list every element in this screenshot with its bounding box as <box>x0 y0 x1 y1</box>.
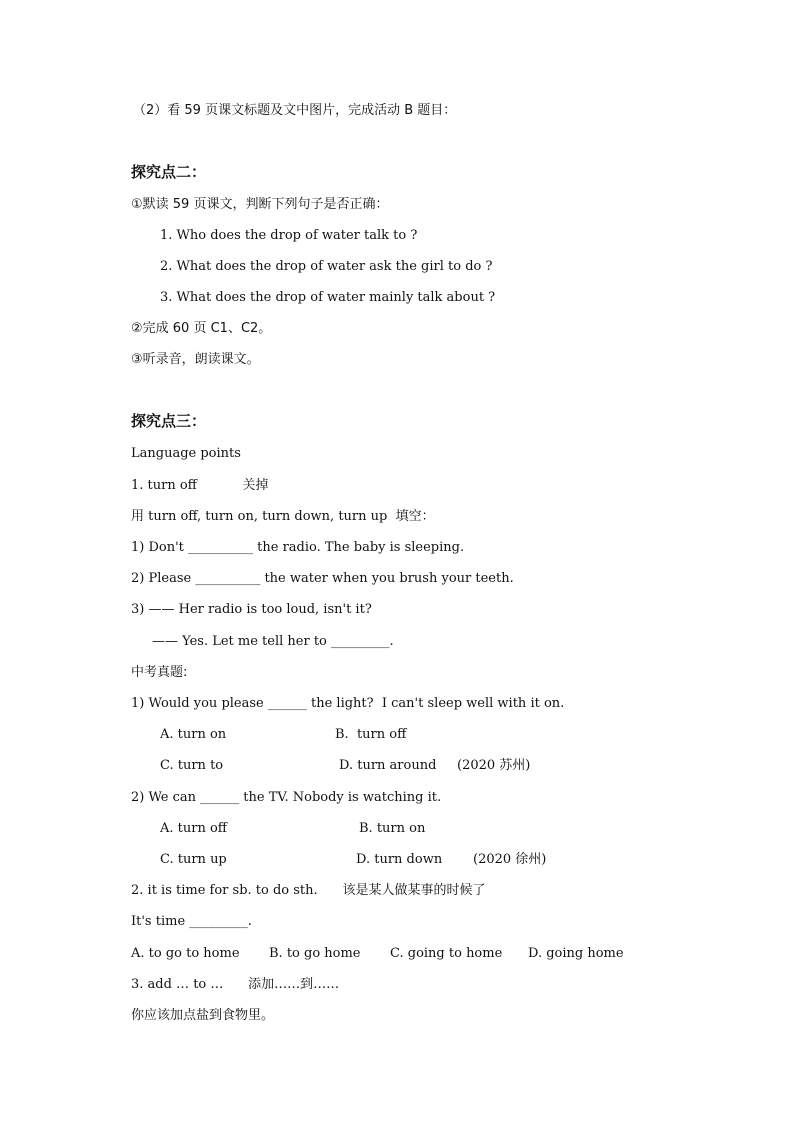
exam-question-1: 1) Would you please ______ the light? I can't sleep well with it on. <box>131 696 565 711</box>
its-time-option-b: B. to go home <box>269 946 361 961</box>
q1-option-b: B. turn off <box>335 727 407 742</box>
q2-option-b: B. turn on <box>359 821 426 836</box>
exam-questions-label: 中考真题: <box>131 665 188 680</box>
question-2: 2. What does the drop of water ask the girl to do ? <box>160 259 493 274</box>
q2-option-c: C. turn up <box>160 852 227 867</box>
question-3: 3. What does the drop of water mainly talk about ? <box>160 290 496 305</box>
q1-source: (2020 苏州) <box>457 758 531 773</box>
task-3-instruction: ③听录音，朗读课文。 <box>131 352 260 367</box>
point-2-it-is-time: 2. it is time for sb. to do sth. 该是某人做某事的时候了 <box>131 883 486 898</box>
fill-in-item-3-question: 3) —— Her radio is too loud, isn't it? <box>131 602 372 617</box>
question-1: 1. Who does the drop of water talk to ? <box>160 228 418 243</box>
q1-option-d: D. turn around <box>339 758 437 773</box>
its-time-question: It's time _________. <box>131 914 252 929</box>
task-1-instruction: ①默读 59 页课文，判断下列句子是否正确： <box>131 197 389 212</box>
fill-in-item-1: 1) Don't __________ the radio. The baby is sleeping. <box>131 540 465 555</box>
its-time-option-d: D. going home <box>528 946 624 961</box>
section-heading-explore-3: 探究点三： <box>131 412 207 430</box>
its-time-option-a: A. to go to home <box>131 946 240 961</box>
fill-in-item-3-answer: —— Yes. Let me tell her to _________. <box>152 634 394 649</box>
q2-option-a: A. turn off <box>160 821 228 836</box>
q1-option-c: C. turn to <box>160 758 224 773</box>
fill-in-item-2: 2) Please __________ the water when you brush your teeth. <box>131 571 514 586</box>
q2-option-d: D. turn down <box>356 852 443 867</box>
task-2-instruction: ②完成 60 页 C1、C2。 <box>131 321 272 336</box>
language-points-label: Language points <box>131 446 241 461</box>
q1-option-a: A. turn on <box>160 727 227 742</box>
its-time-option-c: C. going to home <box>390 946 503 961</box>
q2-source: (2020 徐州) <box>473 852 547 867</box>
section-heading-explore-2: 探究点二： <box>131 163 207 181</box>
exam-question-2: 2) We can ______ the TV. Nobody is watching it. <box>131 790 442 805</box>
point-3-add-to: 3. add … to … 添加……到…… <box>131 977 340 992</box>
translation-prompt: 你应该加点盐到食物里。 <box>131 1008 275 1023</box>
fill-in-instruction: 用 turn off, turn on, turn down, turn up 填空： <box>131 509 435 524</box>
point-1-turn-off: 1. turn off 关掉 <box>131 478 269 493</box>
activity-b-instruction: （2）看 59 页课文标题及文中图片，完成活动 B 题目： <box>133 103 457 118</box>
